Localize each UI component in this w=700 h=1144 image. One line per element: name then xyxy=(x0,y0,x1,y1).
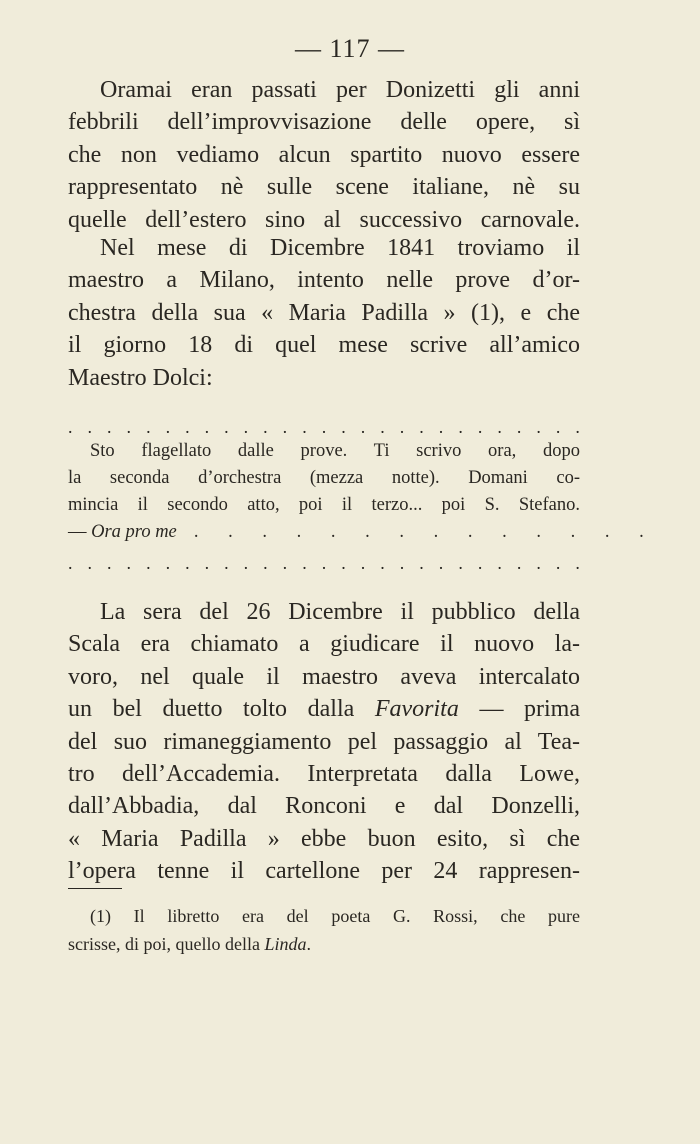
quote-line: la seconda d’orchestra (mezza notte). Domani co- xyxy=(68,468,580,488)
text-line: l’opera tenne il cartellone per 24 rappresen- xyxy=(68,858,580,885)
paragraph-3 xyxy=(68,596,580,888)
page-number: — 117 — xyxy=(294,34,406,63)
text-line: dall’Abbadia, dal Ronconi e dal Donzelli, xyxy=(68,793,580,820)
text-line: maestro a Milano, intento nelle prove d’or- xyxy=(68,267,580,294)
letter-quote xyxy=(68,438,657,546)
italic-title: Linda xyxy=(264,934,307,954)
text-line: Maestro Dolci: xyxy=(68,364,213,391)
quote-italic: Ora pro me xyxy=(91,522,177,542)
text-line: « Maria Padilla » ebbe buon esito, sì che xyxy=(68,825,580,852)
text-line: il giorno 18 di quel mese scrive all’amico xyxy=(68,332,580,359)
text-line: febbrili dell’improvvisazione delle opere, sì xyxy=(68,109,580,136)
text-line: tro dell’Accademia. Interpretata dalla Lowe, xyxy=(68,760,580,787)
text-line: La sera del 26 Dicembre il pubblico della xyxy=(100,599,580,625)
text-line: un bel duetto tolto dalla Favorita — prima xyxy=(68,696,581,723)
text-line: Oramai eran passati per Donizetti gli anni xyxy=(100,77,580,103)
footnote xyxy=(68,902,580,958)
footnote-rule xyxy=(68,888,122,889)
text-line: rappresentato nè sulle scene italiane, nè su xyxy=(68,174,580,201)
text-line: quelle dell’estero sino al successivo carnovale. xyxy=(68,206,580,233)
footnote-line: (1) Il libretto era del poeta G. Rossi, che pure xyxy=(90,906,580,926)
text-line: Scala era chiamato a giudicare il nuovo la- xyxy=(68,631,580,658)
quote-line: Sto flagellato dalle prove. Ti scrivo ora, dopo xyxy=(90,441,580,461)
quote-dash: — xyxy=(68,522,92,542)
italic-title: Favorita xyxy=(374,696,459,723)
text-line: del suo rimaneggiamento pel passaggio al Tea- xyxy=(68,728,580,755)
quote-line: — Ora pro me . . . . . . . . . . . . . . xyxy=(68,522,657,542)
text-line: Nel mese di Dicembre 1841 troviamo il xyxy=(100,235,580,261)
ellipsis-row: . . . . . . . . . . . . . . . . . . . . . . . . . . . xyxy=(68,417,580,437)
text-line: chestra della sua « Maria Padilla » (1), e che xyxy=(68,299,580,326)
quote-line: mincia il secondo atto, poi il terzo... poi S. Stefano. xyxy=(68,495,580,515)
text-line: che non vediamo alcun spartito nuovo essere xyxy=(68,141,580,168)
paragraph-2 xyxy=(68,232,580,394)
ellipsis-row: . . . . . . . . . . . . . . . . . . . . . . . . . . . xyxy=(68,553,580,573)
footnote-line: scrisse, di poi, quello della Linda. xyxy=(68,934,311,954)
paragraph-1 xyxy=(68,74,580,236)
text-line: voro, nel quale il maestro aveva intercalato xyxy=(68,663,580,690)
